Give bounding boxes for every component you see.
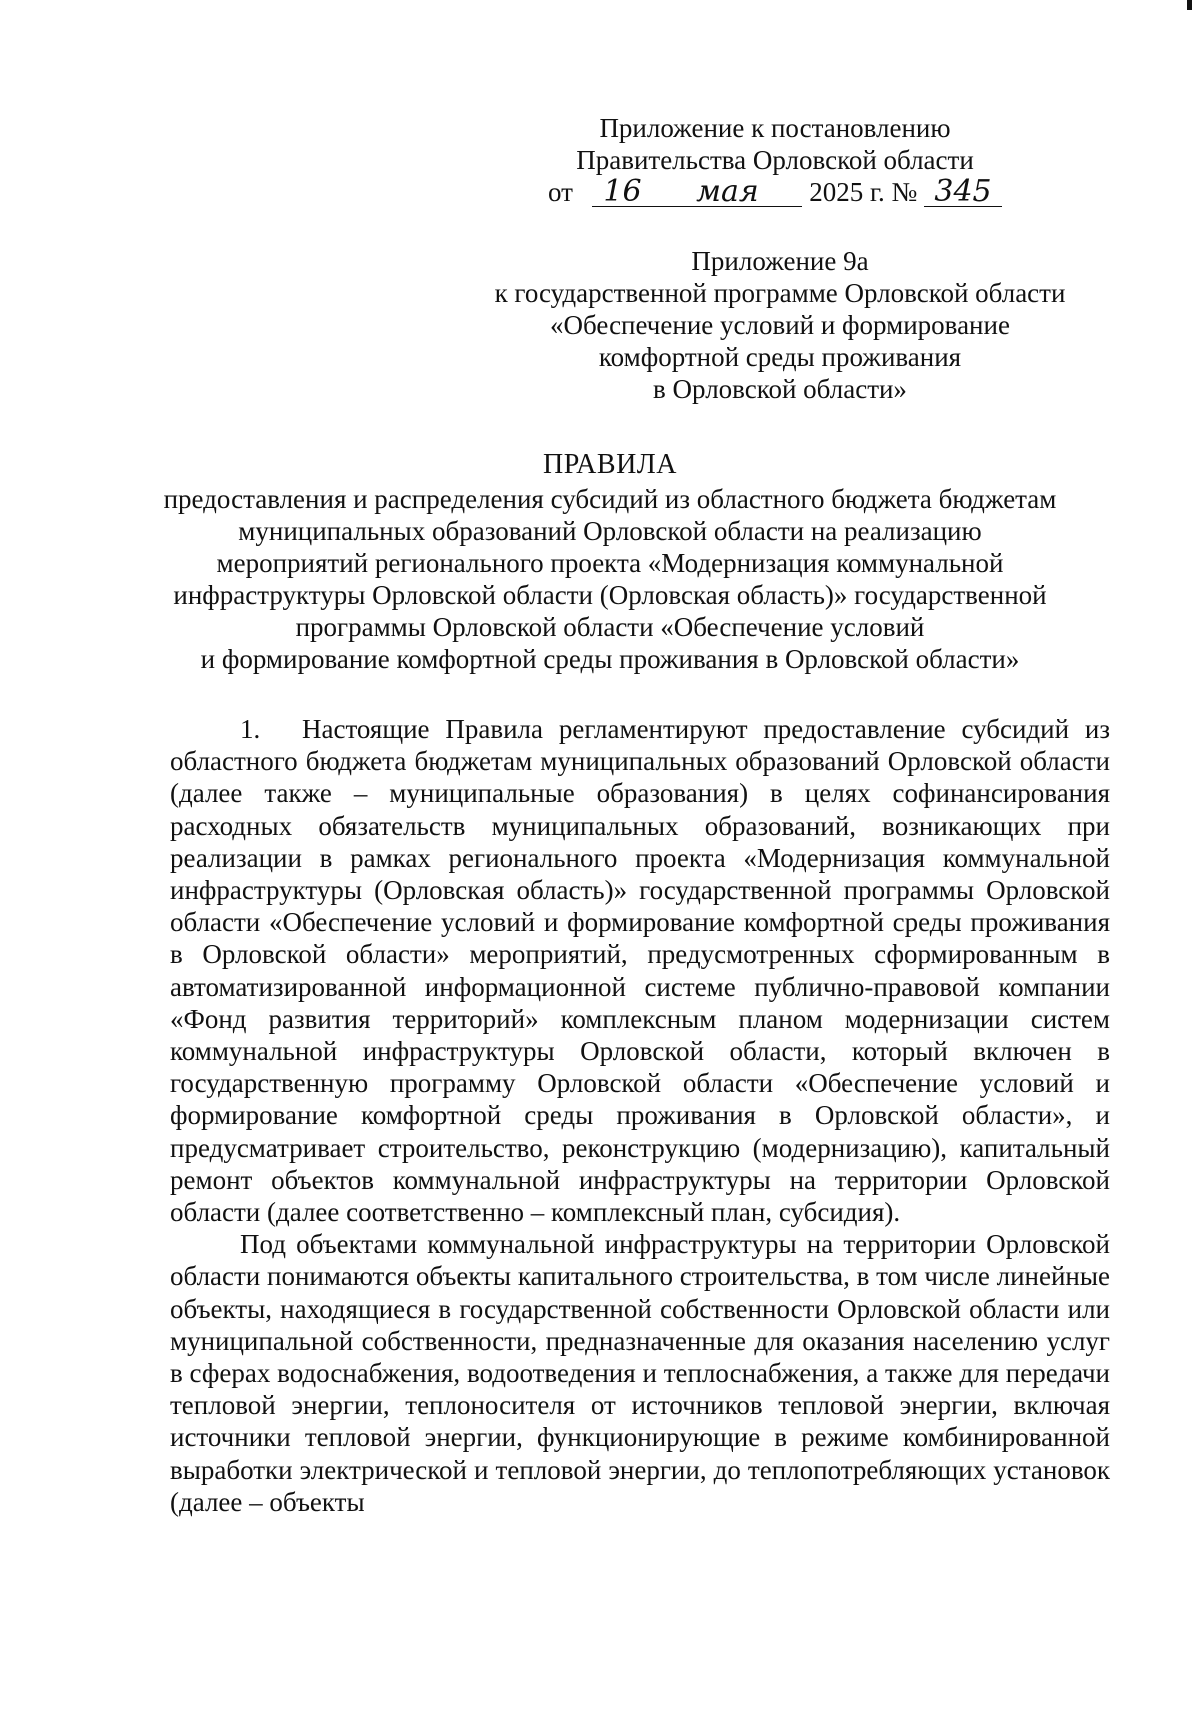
title-sub-line-4: инфраструктуры Орловской области (Орловская область)» государственной — [173, 580, 1047, 610]
paragraph-number: 1. — [240, 714, 261, 744]
scan-corner-mark — [1187, 0, 1192, 10]
paragraph-1 — [170, 713, 1110, 1228]
document-title — [150, 447, 1070, 675]
annex-line-3: «Обеспечение условий и формирование — [550, 310, 1010, 340]
title-sub-line-3: мероприятий регионального проекта «Модернизация коммунальной — [216, 548, 1004, 578]
paragraph-2 — [170, 1228, 1110, 1518]
annex-line-4: комфортной среды проживания — [598, 342, 962, 372]
paragraph-1-text: Настоящие Правила регламентируют предоставление субсидий из областного бюджета бюджетам муниципальных образований Орловской области (далее также – муниципальные образования) в целях софинансирования расходных обязательств муниципальных образований, возникающих при реализации в рамках регионального проекта «Модернизация коммунальной инфраструктуры (Орловская область)» государственной программы Орловской области «Обеспечение условий и формирование комфортной среды проживания в Орловской области» мероприятий, предусмотренных сформированным в автоматизированной информационной системе публично-правовой компании «Фонд развития территорий» комплексным планом модернизации систем коммунальной инфраструктуры Орловской области, который включен в государственную программу Орловской области «Обеспечение условий и формирование комфортной среды проживания в Орловской области», и предусматривает строительство, реконструкцию (модернизацию), капитальный ремонт объектов коммунальной инфраструктуры на территории Орловской области (далее соответственно – комплексный план, субсидия). — [170, 714, 1110, 1228]
title-sub-line-2: муниципальных образований Орловской области на реализацию — [238, 516, 982, 546]
annex-header — [470, 245, 1090, 405]
document-body — [170, 713, 1110, 1518]
resolution-header — [540, 112, 1010, 208]
header-date-line — [540, 176, 1010, 208]
header-line-2: Правительства Орловской области — [576, 145, 974, 175]
title-sub-line-6: и формирование комфортной среды проживания в Орловской области» — [200, 644, 1020, 674]
handwritten-doc-number: 345 — [924, 178, 1002, 207]
handwritten-day: 16 — [592, 178, 652, 207]
title-sub-line-5: программы Орловской области «Обеспечение условий — [295, 612, 925, 642]
annex-line-2: к государственной программе Орловской области — [494, 278, 1066, 308]
header-line-1: Приложение к постановлению — [599, 113, 951, 143]
title-sub-line-1: предоставления и распределения субсидий из областного бюджета бюджетам — [163, 484, 1057, 514]
handwritten-month: мая — [652, 178, 802, 207]
title-main: ПРАВИЛА — [542, 449, 678, 480]
paragraph-2-text: Под объектами коммунальной инфраструктуры на территории Орловской области понимаются объекты капитального строительства, в том числе линейные объекты, находящиеся в государственной собственности Орловской области или муниципальной собственности, предназначенные для оказания населению услуг в сферах водоснабжения, водоотведения и теплоснабжения, а также для передачи тепловой энергии, теплоносителя от источников тепловой энергии, включая источники тепловой энергии, функционирующие в режиме комбинированной выработки электрической и тепловой энергии, до теплопотребляющих установок (далее – объекты — [170, 1229, 1110, 1517]
date-prefix: от — [548, 177, 573, 207]
annex-line-5: в Орловской области» — [653, 374, 907, 404]
annex-line-1: Приложение 9а — [691, 246, 869, 276]
date-year: 2025 г. № — [809, 177, 918, 207]
